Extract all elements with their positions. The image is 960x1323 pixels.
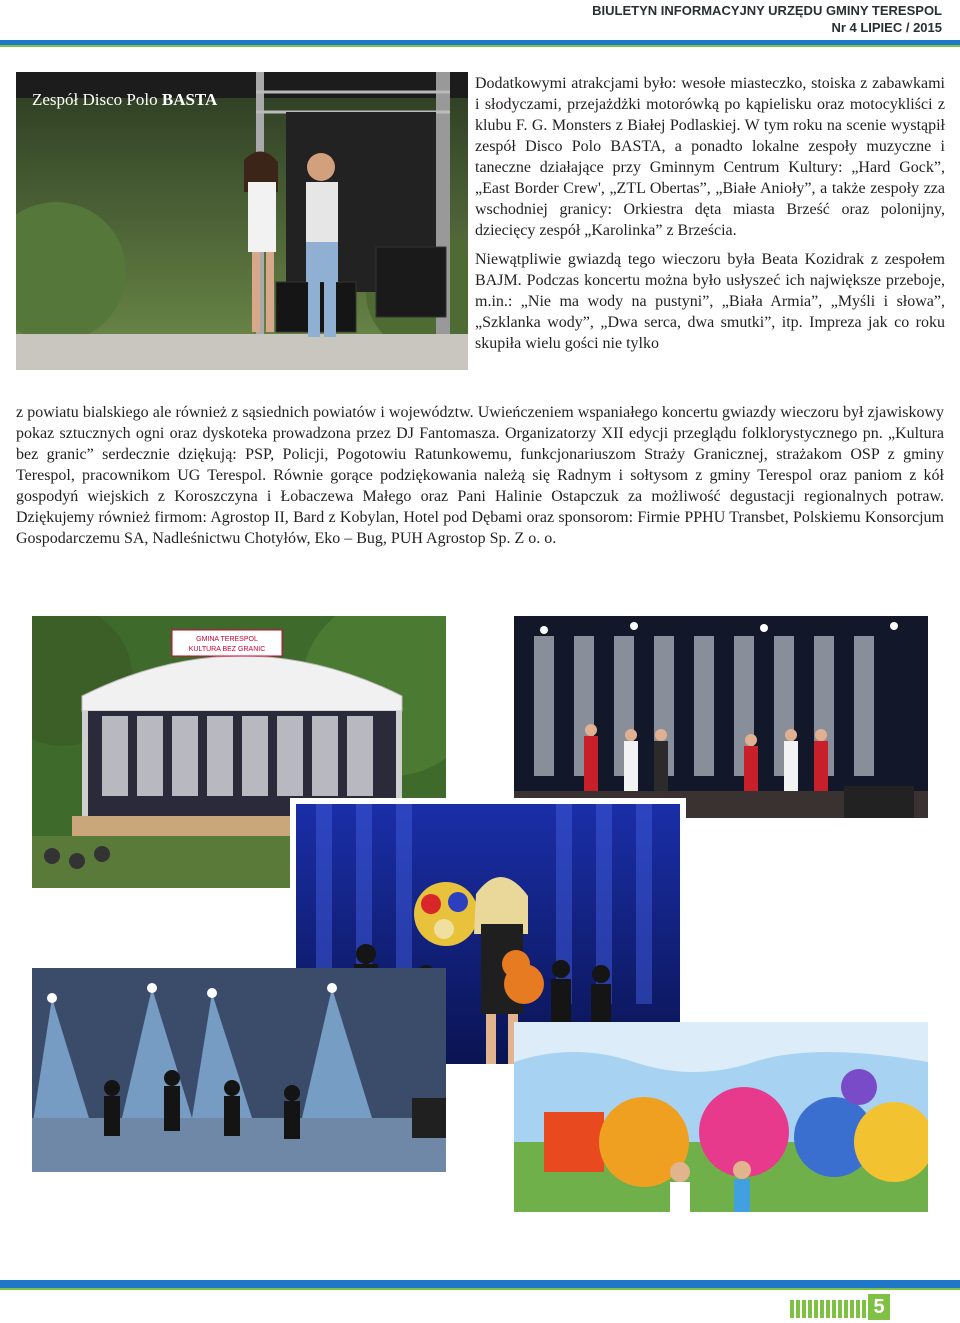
article-paragraph-2-start: Niewątpliwie gwiazdą tego wieczoru była Beata Kozidrak z zespołem BAJM. Podczas koncertu można było usłyszeć ich największe przeboje, m.in.: „Nie ma wody na pustyni”, „Biała Armia”, „Myśli i słowa”, „Szklanka wody”, „Dwa serca, dwa smutki”, itp. Impreza jak co roku skupiła wielu gości nie tylko	[475, 251, 945, 352]
photo-caption: Zespół Disco Polo BASTA	[32, 90, 218, 109]
issue-number: Nr 4 LIPIEC / 2015	[831, 20, 942, 35]
footer-rule-green	[0, 1288, 960, 1290]
article-paragraph-1: Dodatkowymi atrakcjami było: wesołe miasteczko, stoiska z zabawkami i słodyczami, przejażdżki motorówką po kąpielisku oraz motocykliści z klubu F. G. Monsters z Białej Podlaskiej. W tym roku na scenie wystąpił zespół Disco Polo BASTA, a ponadto lokalne zespoły muzyczne i taneczne działające przy Gminnym Centrum Kultury: „Hard Gock”, „East Border Crew', „ZTL Obertas”, „Białe Anioły”, a także zespoły zza wschodniej granicy: Orkiestra dęta miasta Brześć oraz polonijny, dziecięcy zespół „Karolinka” z Brześcia.	[475, 75, 945, 239]
page-number: 5	[868, 1294, 890, 1320]
article-column	[475, 73, 945, 354]
footer-stripes	[790, 1300, 870, 1318]
header-rule-green	[0, 45, 960, 47]
banner-line-1: GMINA TERESPOL	[196, 636, 258, 643]
footer-rule-blue	[0, 1280, 960, 1288]
photo-band-stage	[32, 968, 446, 1172]
photo-inflatable-playground	[514, 1022, 928, 1212]
bulletin-header	[592, 0, 942, 36]
bulletin-title: BIULETYN INFORMACYJNY URZĘDU GMINY TERESPOL	[592, 3, 942, 18]
photo-basta-stage	[16, 72, 468, 370]
article-paragraph-2-continued: z powiatu bialskiego ale również z sąsiednich powiatów i województw. Uwieńczeniem wspaniałego koncertu gwiazdy wieczoru był zjawiskowy pokaz sztucznych ogni oraz dyskoteka prowadzona przez DJ Fantomasza. Organizatorzy XII edycji przeglądu folklorystycznego pn. „Kultura bez granic” serdecznie dziękują: PSP, Policji, Pogotowiu Ratunkowemu, funkcjonariuszom Straży Granicznej, strażakom OSP z gminy Terespol, pracownikom UG Terespol. Równie gorące podziękowania należą się Radnym i sołtysom z gminy Terespol oraz paniom z kół gospodyń wiejskich z Koroszczyna i Łobaczewa Małego oraz Pani Halinie Ostapczuk za możliwość degustacji regionalnych potraw. Dziękujemy również firmom: Agrostop II, Bard z Kobylan, Hotel pod Dębami oraz sponsorom: Firmie PPHU Transbet, Polskiemu Konsorcjum Gospodarczemu SA, Nadleśnictwu Chotyłów, Eko – Bug, PUH Agrostop Sp. Z o. o.	[16, 404, 944, 547]
basta-stage-illustration	[16, 72, 468, 370]
photo-folk-dancers	[514, 616, 928, 818]
banner-line-2: KULTURA BEZ GRANIC	[188, 646, 266, 653]
